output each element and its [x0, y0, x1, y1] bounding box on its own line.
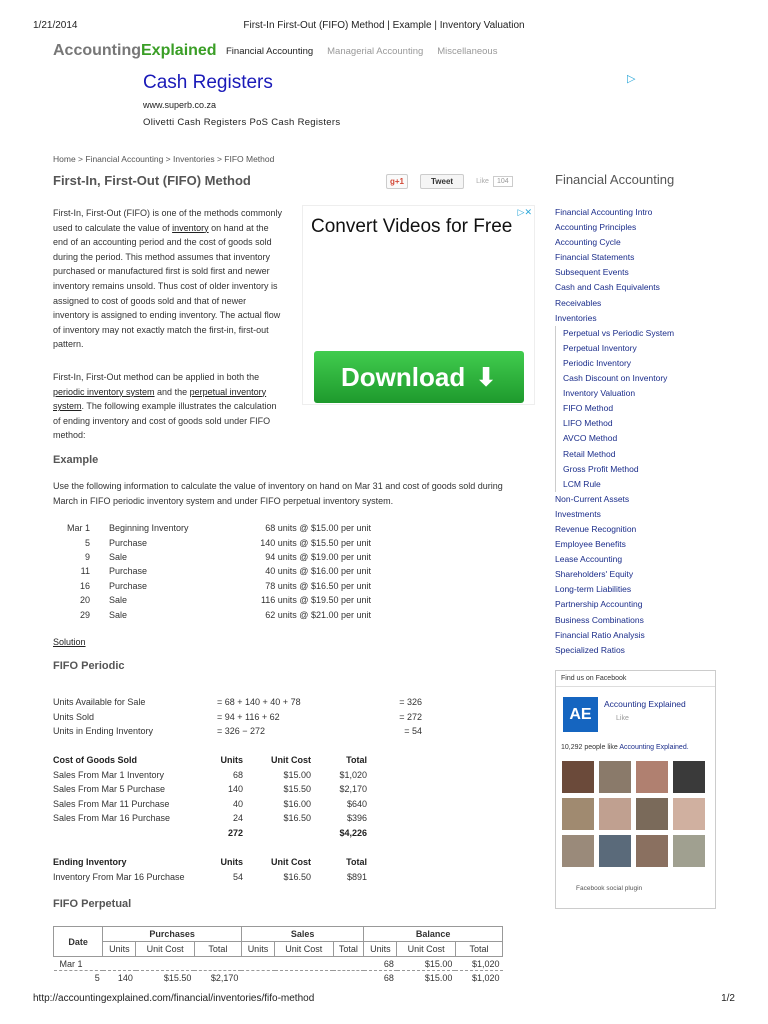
table-cell: $4,226	[339, 827, 367, 838]
print-date: 1/21/2014	[33, 20, 78, 31]
table-cell	[241, 957, 274, 971]
sidebar-item[interactable]: Accounting Principles	[555, 222, 637, 233]
example-text: Use the following information to calculate the value of inventory on hand on Mar 31 and cost of goods sold during March in FIFO periodic inventory system and under FIFO perpetual inventory system.	[53, 481, 503, 506]
tx-type: Sale	[109, 595, 128, 606]
social-buttons	[386, 174, 513, 189]
table-row	[60, 535, 371, 549]
tx-type: Sale	[109, 551, 128, 562]
table-cell: $640	[346, 798, 367, 809]
fan-avatar[interactable]	[636, 761, 668, 793]
fan-avatar[interactable]	[599, 835, 631, 867]
fan-avatar[interactable]	[636, 835, 668, 867]
column-header: Units	[220, 755, 243, 766]
sidebar-item[interactable]: Financial Ratio Analysis	[555, 629, 645, 640]
table-row	[53, 768, 367, 783]
calc-result: = 326	[399, 697, 422, 708]
print-header	[33, 20, 735, 32]
table-cell: $15.00	[424, 972, 453, 983]
ad-description: Olivetti Cash Registers PoS Cash Registers	[143, 117, 341, 128]
table-row	[53, 870, 367, 885]
sidebar-item[interactable]: AVCO Method	[555, 431, 725, 446]
like-button[interactable]	[476, 176, 513, 187]
facebook-like-button[interactable]: Like	[616, 715, 629, 722]
transactions-table	[60, 521, 371, 622]
table-row	[60, 579, 371, 593]
sidebar-item[interactable]: LCM Rule	[555, 477, 725, 492]
table-row	[60, 550, 371, 564]
sidebar-item[interactable]: Business Combinations	[555, 614, 644, 625]
table-row	[53, 797, 367, 812]
solution-link[interactable]: Solution	[53, 637, 86, 647]
facebook-header: Find us on Facebook	[556, 671, 715, 687]
table-cell: 68	[232, 769, 243, 780]
tx-type: Purchase	[109, 566, 148, 577]
table-cell: $396	[346, 813, 367, 824]
table-cell: $1,020	[471, 972, 500, 983]
table-cell	[275, 957, 334, 971]
facebook-like-box	[555, 670, 716, 909]
sidebar-item[interactable]: Shareholders' Equity	[555, 569, 634, 580]
column-subheader: Unit Cost	[397, 942, 456, 957]
table-cell: 272	[227, 827, 243, 838]
download-button[interactable]	[314, 351, 524, 403]
sidebar-item[interactable]: Long-term Liabilities	[555, 584, 632, 595]
tx-type: Sale	[109, 609, 128, 620]
sidebar-item[interactable]: Lease Accounting	[555, 554, 623, 565]
table-cell: $15.00	[397, 957, 456, 971]
sidebar-item[interactable]: Receivables	[555, 297, 602, 308]
logo-part-1: Accounting	[53, 42, 141, 59]
calc-result: = 272	[399, 711, 422, 722]
like-label: Like	[476, 178, 489, 185]
breadcrumb[interactable]: Home > Financial Accounting > Inventories > FIFO Method	[53, 154, 275, 164]
ad-title[interactable]: Cash Registers	[143, 72, 273, 93]
table-cell: 5	[94, 972, 100, 983]
methods-paragraph: First-In, First-Out method can be applied in both the periodic inventory system and the perpetual inventory system. The following example illustrates the calculation of ending inventory and cost of goods sold under FIFO method:	[53, 372, 277, 441]
calc-formula: = 326 − 272	[217, 726, 266, 737]
facebook-page[interactable]	[563, 697, 686, 732]
units-calculation-table	[53, 695, 422, 739]
download-label: Download	[340, 361, 466, 392]
calc-label: Units Available for Sale	[53, 697, 146, 708]
tx-units: 140 units @ $15.50 per unit	[260, 537, 371, 548]
tx-type: Beginning Inventory	[109, 523, 189, 534]
fan-avatar[interactable]	[599, 798, 631, 830]
table-cell	[275, 971, 334, 985]
table-row	[60, 593, 371, 607]
table-cell	[103, 957, 136, 971]
periodic-inventory-link[interactable]: periodic inventory system	[53, 386, 155, 397]
table-cell: $2,170	[210, 972, 239, 983]
perp-header-sales: Sales	[241, 927, 363, 942]
sidebar-item[interactable]: LIFO Method	[555, 416, 725, 431]
tx-units: 116 units @ $19.50 per unit	[260, 595, 371, 606]
sidebar-item[interactable]: Revenue Recognition	[555, 523, 637, 534]
calc-result: = 54	[404, 726, 422, 737]
table-cell: Mar 1	[54, 957, 103, 971]
table-cell: 54	[232, 871, 243, 882]
table-cell	[243, 826, 311, 841]
table-cell	[53, 826, 197, 841]
sidebar-item[interactable]: Non-Current Assets	[555, 493, 630, 504]
table-row	[60, 564, 371, 578]
column-header: Unit Cost	[271, 755, 311, 766]
sidebar-item[interactable]: Accounting Cycle	[555, 237, 621, 248]
fan-avatar[interactable]	[673, 835, 705, 867]
table-cell: Inventory From Mar 16 Purchase	[53, 871, 185, 882]
table-cell: 68	[383, 972, 394, 983]
table-cell: Sales From Mar 16 Purchase	[53, 813, 171, 824]
facebook-people-count: 10,292 people like Accounting Explained.	[561, 744, 689, 751]
tx-date: Mar 1	[66, 523, 90, 534]
print-title: First-In First-Out (FIFO) Method | Example | Inventory Valuation	[243, 20, 525, 31]
table-row	[53, 811, 367, 826]
column-subheader: Units	[103, 942, 136, 957]
sidebar-item[interactable]: Partnership Accounting	[555, 599, 643, 610]
column-subheader: Units	[364, 942, 397, 957]
sidebar-item[interactable]: Financial Statements	[555, 252, 635, 263]
perpetual-inventory-link[interactable]: perpetual inventory system	[53, 386, 267, 412]
table-cell: 24	[232, 813, 243, 824]
tx-units: 94 units @ $19.00 per unit	[265, 551, 371, 562]
tx-type: Purchase	[109, 537, 148, 548]
table-cell: $15.50	[283, 784, 311, 795]
table-cell: $16.50	[283, 871, 311, 882]
fan-avatar[interactable]	[562, 835, 594, 867]
fan-avatar[interactable]	[562, 798, 594, 830]
sidebar-item[interactable]: Employee Benefits	[555, 539, 626, 550]
like-count: 104	[493, 176, 513, 187]
calc-label: Units in Ending Inventory	[53, 726, 154, 737]
table-cell: $1,020	[455, 957, 502, 971]
table-cell: $16.00	[283, 798, 311, 809]
tx-units: 62 units @ $21.00 per unit	[265, 609, 371, 620]
inventory-link[interactable]: inventory	[172, 222, 209, 233]
sidebar-title: Financial Accounting	[555, 172, 675, 187]
column-header: Unit Cost	[271, 857, 311, 868]
sidebar-item[interactable]: Subsequent Events	[555, 267, 629, 278]
sidebar-item[interactable]: Periodic Inventory	[555, 356, 725, 371]
tx-units: 78 units @ $16.50 per unit	[265, 580, 371, 591]
facebook-page-name[interactable]: Accounting Explained	[604, 699, 686, 709]
table-cell	[333, 971, 364, 985]
tx-date: 11	[80, 566, 90, 577]
perp-header-date: Date	[54, 927, 103, 957]
table-row	[53, 710, 422, 725]
nav-managerial-accounting[interactable]: Managerial Accounting	[327, 46, 424, 57]
column-header: Cost of Goods Sold	[53, 755, 137, 766]
table-cell: Sales From Mar 11 Purchase	[53, 798, 170, 809]
table-cell: $2,170	[339, 784, 367, 795]
column-subheader: Total	[194, 942, 241, 957]
fifo-perpetual-heading: FIFO Perpetual	[53, 898, 132, 910]
table-cell	[136, 957, 195, 971]
perpetual-table	[53, 926, 503, 985]
sidebar-item[interactable]: Inventory Valuation	[555, 386, 725, 401]
table-cell: $15.00	[283, 769, 311, 780]
perp-header-purchases: Purchases	[103, 927, 242, 942]
tx-date: 9	[84, 551, 90, 562]
table-cell: 40	[232, 798, 243, 809]
ad-video-title[interactable]: Convert Videos for Free	[311, 216, 513, 237]
ad-close-icon[interactable]: ▷✕	[517, 207, 532, 217]
ending-inventory-table	[53, 855, 367, 884]
nav-miscellaneous[interactable]: Miscellaneous	[437, 46, 498, 57]
nav-financial-accounting[interactable]: Financial Accounting	[226, 46, 314, 57]
sidebar-item[interactable]: Cash Discount on Inventory	[555, 371, 725, 386]
tx-type: Purchase	[109, 580, 148, 591]
sidebar-nav	[555, 205, 725, 658]
table-cell	[333, 957, 364, 971]
ad-banner-top[interactable]	[143, 72, 643, 142]
column-subheader: Unit Cost	[136, 942, 195, 957]
table-cell: Sales From Mar 5 Purchase	[53, 784, 166, 795]
top-nav	[226, 46, 497, 57]
column-header: Total	[346, 857, 367, 868]
sidebar-item[interactable]: Investments	[555, 508, 601, 519]
tx-units: 40 units @ $16.00 per unit	[265, 566, 371, 577]
table-cell: $891	[346, 871, 367, 882]
table-row	[54, 957, 503, 971]
facebook-plugin-label: Facebook social plugin	[576, 885, 643, 892]
column-subheader: Total	[455, 942, 502, 957]
calc-formula: = 68 + 140 + 40 + 78	[217, 697, 301, 708]
down-arrow-icon: ⬇	[475, 361, 497, 392]
sidebar-item[interactable]: Specialized Ratios	[555, 644, 625, 655]
table-cell: Sales From Mar 1 Inventory	[53, 769, 165, 780]
sidebar-item[interactable]: Perpetual Inventory	[555, 341, 725, 356]
tx-date: 20	[79, 595, 90, 606]
table-cell: $16.50	[283, 813, 311, 824]
table-row	[53, 695, 422, 710]
column-header: Ending Inventory	[53, 857, 127, 868]
print-page-number: 1/2	[721, 993, 735, 1004]
table-cell: 68	[364, 957, 397, 971]
fan-avatar[interactable]	[599, 761, 631, 793]
column-subheader: Total	[333, 942, 364, 957]
sidebar	[555, 172, 725, 658]
table-row	[54, 971, 503, 985]
sidebar-item[interactable]: Retail Method	[555, 447, 725, 462]
fan-avatar[interactable]	[673, 761, 705, 793]
table-row	[53, 724, 422, 739]
ad-video-converter[interactable]	[302, 205, 535, 405]
sidebar-item[interactable]: Gross Profit Method	[555, 462, 725, 477]
sidebar-item[interactable]: Inventories	[555, 312, 597, 323]
sidebar-item[interactable]: Financial Accounting Intro	[555, 207, 653, 217]
example-heading: Example	[53, 454, 99, 466]
column-subheader: Units	[241, 942, 274, 957]
fifo-periodic-heading: FIFO Periodic	[53, 660, 125, 672]
table-row	[60, 521, 371, 535]
table-cell: $15.50	[163, 972, 192, 983]
table-cell: $1,020	[339, 769, 367, 780]
tx-date: 29	[79, 609, 90, 620]
perp-header-balance: Balance	[364, 927, 503, 942]
logo-part-2: Explained	[141, 42, 217, 59]
facebook-page-logo[interactable]	[563, 697, 598, 732]
sidebar-item[interactable]: FIFO Method	[555, 401, 725, 416]
ad-url[interactable]: www.superb.co.za	[143, 100, 217, 110]
adchoices-icon[interactable]: ▷	[627, 73, 636, 85]
table-row	[60, 607, 371, 621]
page-title: First-In, First-Out (FIFO) Method	[53, 173, 251, 188]
column-header: Units	[220, 857, 243, 868]
column-header: Total	[346, 755, 367, 766]
print-url: http://accountingexplained.com/financial/inventories/fifo-method	[33, 993, 315, 1004]
facebook-fan-photos	[562, 761, 705, 867]
calc-formula: = 94 + 116 + 62	[217, 711, 280, 722]
tx-units: 68 units @ $15.00 per unit	[265, 523, 371, 534]
fan-avatar[interactable]	[636, 798, 668, 830]
table-cell: 140	[227, 784, 243, 795]
intro-paragraph: First-In, First-Out (FIFO) is one of the methods commonly used to calculate the value of inventory on hand at the end of an accounting period and the cost of goods sold during the period. This method assumes that inventory purchased or manufactured first is sold first and newer inventory remains unsold. Thus cost of older inventory is assigned to cost of goods sold and that of newer inventory is assigned to ending inventory. The actual flow of inventory may not exactly match the first-in, first-out pattern.	[53, 208, 283, 350]
tx-date: 5	[84, 537, 90, 548]
site-logo[interactable]	[53, 42, 217, 60]
table-cell	[194, 957, 241, 971]
google-plus-button[interactable]: g+1	[386, 174, 408, 189]
fan-avatar[interactable]	[673, 798, 705, 830]
table-row	[53, 782, 367, 797]
sidebar-item[interactable]: Cash and Cash Equivalents	[555, 282, 660, 293]
table-cell	[241, 971, 274, 985]
tx-date: 16	[79, 580, 90, 591]
fan-avatar[interactable]	[562, 761, 594, 793]
column-subheader: Unit Cost	[275, 942, 334, 957]
calc-label: Units Sold	[53, 711, 95, 722]
tweet-button[interactable]: Tweet	[420, 174, 464, 189]
sidebar-item[interactable]: Perpetual vs Periodic System	[555, 326, 725, 341]
facebook-logo-text: AE	[569, 705, 592, 723]
print-footer	[33, 993, 735, 1005]
cogs-table	[53, 753, 367, 840]
table-cell: 140	[117, 972, 133, 983]
total-row	[53, 826, 367, 841]
